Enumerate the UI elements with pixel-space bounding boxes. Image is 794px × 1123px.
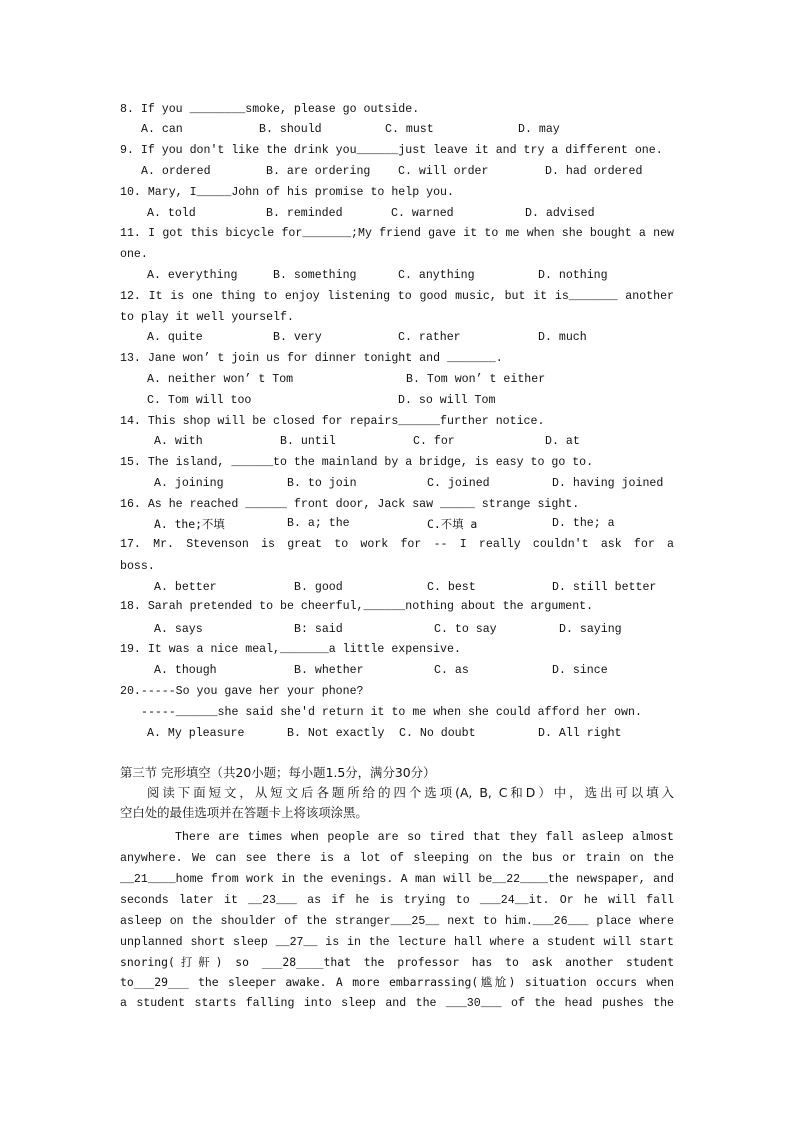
section-instruction: 阅读下面短文，从短文后各题所给的四个选项(A, B, C和D）中，选出可以填入 [147,785,674,800]
question-stem: 14. This shop will be closed for repairs______further notice. [120,415,545,428]
question-stem: 11. I got this bicycle for_______;My friend gave it to me when she bought a new [120,227,674,240]
option: B. are ordering [266,165,371,178]
option: A. neither won’ t Tom [147,373,294,386]
option: C. for [413,435,455,448]
option: A. everything [147,269,238,282]
question-stem: 20.-----So you gave her your phone? [120,685,364,698]
option: C. warned [391,207,454,220]
option: D. at [545,435,580,448]
question-stem: 10. Mary, I_____John of his promise to help you. [120,186,454,199]
option: A. joining [154,477,224,490]
question-stem: 19. It was a nice meal,_______a little expensive. [120,643,461,656]
option: D. the; a [552,517,615,530]
question-stem: 15. The island, ______to the mainland by a bridge, is easy to go to. [120,456,594,469]
passage-line: unplanned short sleep __27__ is in the lecture hall where a student will start [120,936,674,949]
question-stem: 18. Sarah pretended to be cheerful,______nothing about the argument. [120,600,594,613]
question-stem-continued: one. [120,248,148,261]
option: D. All right [538,727,622,740]
option: C. No doubt [399,727,476,740]
option: A. though [154,664,217,677]
option: D. advised [525,207,595,220]
question-stem: 12. It is one thing to enjoy listening to good music, but it is_______ another [120,290,674,303]
option: C. will order [398,165,489,178]
option: B. reminded [266,207,343,220]
option: D. much [538,331,587,344]
option: B. until [280,435,336,448]
option: C. as [434,664,469,677]
passage-line: seconds later it __23___ as if he is trying to ___24__it. Or he will fall [120,894,674,907]
option: A. better [154,581,217,594]
option: B. good [294,581,343,594]
option: D. may [518,123,560,136]
option: D. since [552,664,608,677]
section-heading: 第三节 完形填空（共20小题；每小题1.5分，满分30分） [120,765,436,780]
passage-line: to___29___ the sleeper awake. A more embarrassing(尴尬) situation occurs when [120,975,674,989]
option: C. best [427,581,476,594]
question-stem: 8. If you ________smoke, please go outside. [120,103,420,116]
passage-line: anywhere. We can see there is a lot of sleeping on the bus or train on the [120,852,674,865]
option: A. with [154,435,203,448]
option: B. Tom won’ t either [406,373,546,386]
option: B. to join [287,477,357,490]
section-instruction-continued: 空白处的最佳选项并在答题卡上将该项涂黑。 [120,805,368,820]
option: C.不填 a [427,517,478,531]
question-stem-continued: boss. [120,560,155,573]
option: A. the;不填 [154,517,225,531]
option: D. having joined [552,477,664,490]
option: C. to say [434,623,497,636]
option: A. told [147,207,196,220]
option: B. a; the [287,517,350,530]
passage-line: __21____home from work in the evenings. A man will be__22____the newspaper, and [120,873,674,886]
option: D. so will Tom [398,394,496,407]
option: B. very [273,331,322,344]
passage-line: There are times when people are so tired that they fall asleep almost [175,831,674,844]
option: D. nothing [538,269,608,282]
option: C. must [385,123,434,136]
option: B. should [259,123,322,136]
option: B. something [273,269,357,282]
option: D. still better [552,581,657,594]
passage-line: snoring(打鼾) so ___28____that the professor has to ask another student [120,955,674,969]
passage-line: a student starts falling into sleep and the ___30___ of the head pushes the [120,997,674,1010]
option: C. anything [398,269,475,282]
option: B: said [294,623,343,636]
option: B. Not exactly [287,727,385,740]
option: A. My pleasure [147,727,245,740]
option: C. rather [398,331,461,344]
option: D. saying [559,623,622,636]
option: D. had ordered [545,165,643,178]
question-stem: 16. As he reached ______ front door, Jack saw _____ strange sight. [120,498,580,511]
passage-line: asleep on the shoulder of the stranger___25__ next to him.___26___ place where [120,915,674,928]
option: B. whether [294,664,364,677]
question-stem: 13. Jane won’ t join us for dinner tonight and _______. [120,352,503,365]
option: A. quite [147,331,203,344]
option: C. Tom will too [147,394,252,407]
option: A. says [154,623,203,636]
option: A. ordered [141,165,211,178]
question-stem: 17. Mr. Stevenson is great to work for -- I really couldn't ask for a [120,538,674,551]
option: C. joined [427,477,490,490]
question-stem: 9. If you don't like the drink you______just leave it and try a different one. [120,144,663,157]
option: A. can [141,123,183,136]
question-stem-continued: to play it well yourself. [120,311,294,324]
question-stem-continued: -----______she said she'd return it to me when she could afford her own. [141,706,642,719]
